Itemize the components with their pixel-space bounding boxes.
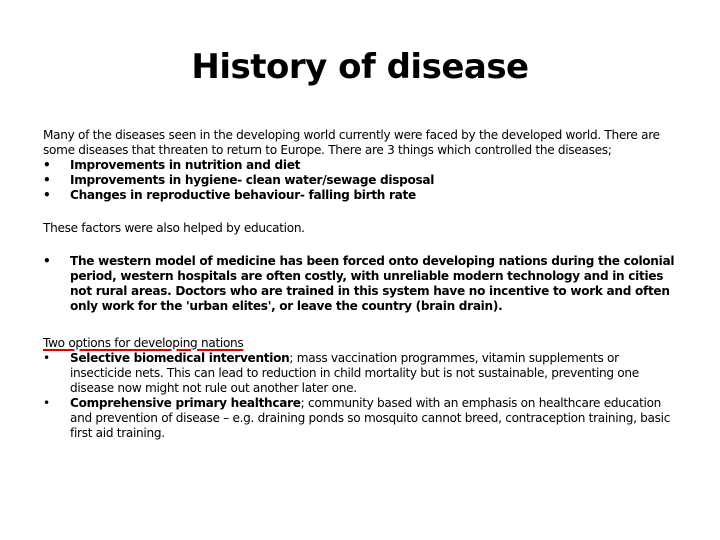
- list-item: [43, 351, 683, 396]
- controls-list: [43, 158, 683, 203]
- list-item-text: Improvements in nutrition and diet: [70, 158, 301, 172]
- list-item: [43, 254, 683, 314]
- bullet-glyph: •: [43, 173, 51, 187]
- option-label: Selective biomedical intervention: [70, 351, 290, 365]
- options-heading-line: [43, 336, 683, 351]
- list-item: [43, 396, 683, 441]
- bullet-glyph: •: [43, 188, 51, 202]
- options-heading: Two options for developing nations: [43, 336, 244, 350]
- list-item-text: Changes in reproductive behaviour- falling birth rate: [70, 188, 416, 202]
- education-paragraph: These factors were also helped by education.: [43, 221, 305, 235]
- list-item-text: Improvements in hygiene- clean water/sewage disposal: [70, 173, 435, 187]
- slide-title: History of disease: [191, 47, 529, 87]
- western-model-list: [43, 254, 683, 314]
- list-item: [43, 173, 683, 188]
- bullet-glyph: •: [43, 158, 51, 172]
- option-text: ; mass vaccination programmes, vitamin supplements or insecticide nets. This can lead to reduction in child mortality but is not sustainable, preventing one disease now might not rule out another later one.: [70, 351, 639, 395]
- option-label: Comprehensive primary healthcare: [70, 396, 301, 410]
- bullet-glyph: •: [43, 351, 50, 365]
- option-text: ; community based with an emphasis on healthcare education and prevention of disease – e.g. draining ponds so mosquito cannot breed, contraception training, basic first aid training.: [70, 396, 671, 440]
- options-list: [43, 351, 683, 441]
- slide-body: [43, 128, 683, 441]
- bullet-glyph: •: [43, 254, 51, 268]
- bullet-glyph: •: [43, 396, 50, 410]
- intro-paragraph: Many of the diseases seen in the developing world currently were faced by the developed world. There are some diseases that threaten to return to Europe. There are 3 things which controlled the diseases;: [43, 128, 660, 157]
- list-item-text: The western model of medicine has been forced onto developing nations during the colonial period, western hospitals are often costly, with unreliable modern technology and in cities not rural areas. Doctors who are trained in this system have no incentive to work and often only work for the 'urban elites', or leave the country (brain drain).: [70, 254, 675, 313]
- list-item: [43, 158, 683, 173]
- list-item: [43, 188, 683, 203]
